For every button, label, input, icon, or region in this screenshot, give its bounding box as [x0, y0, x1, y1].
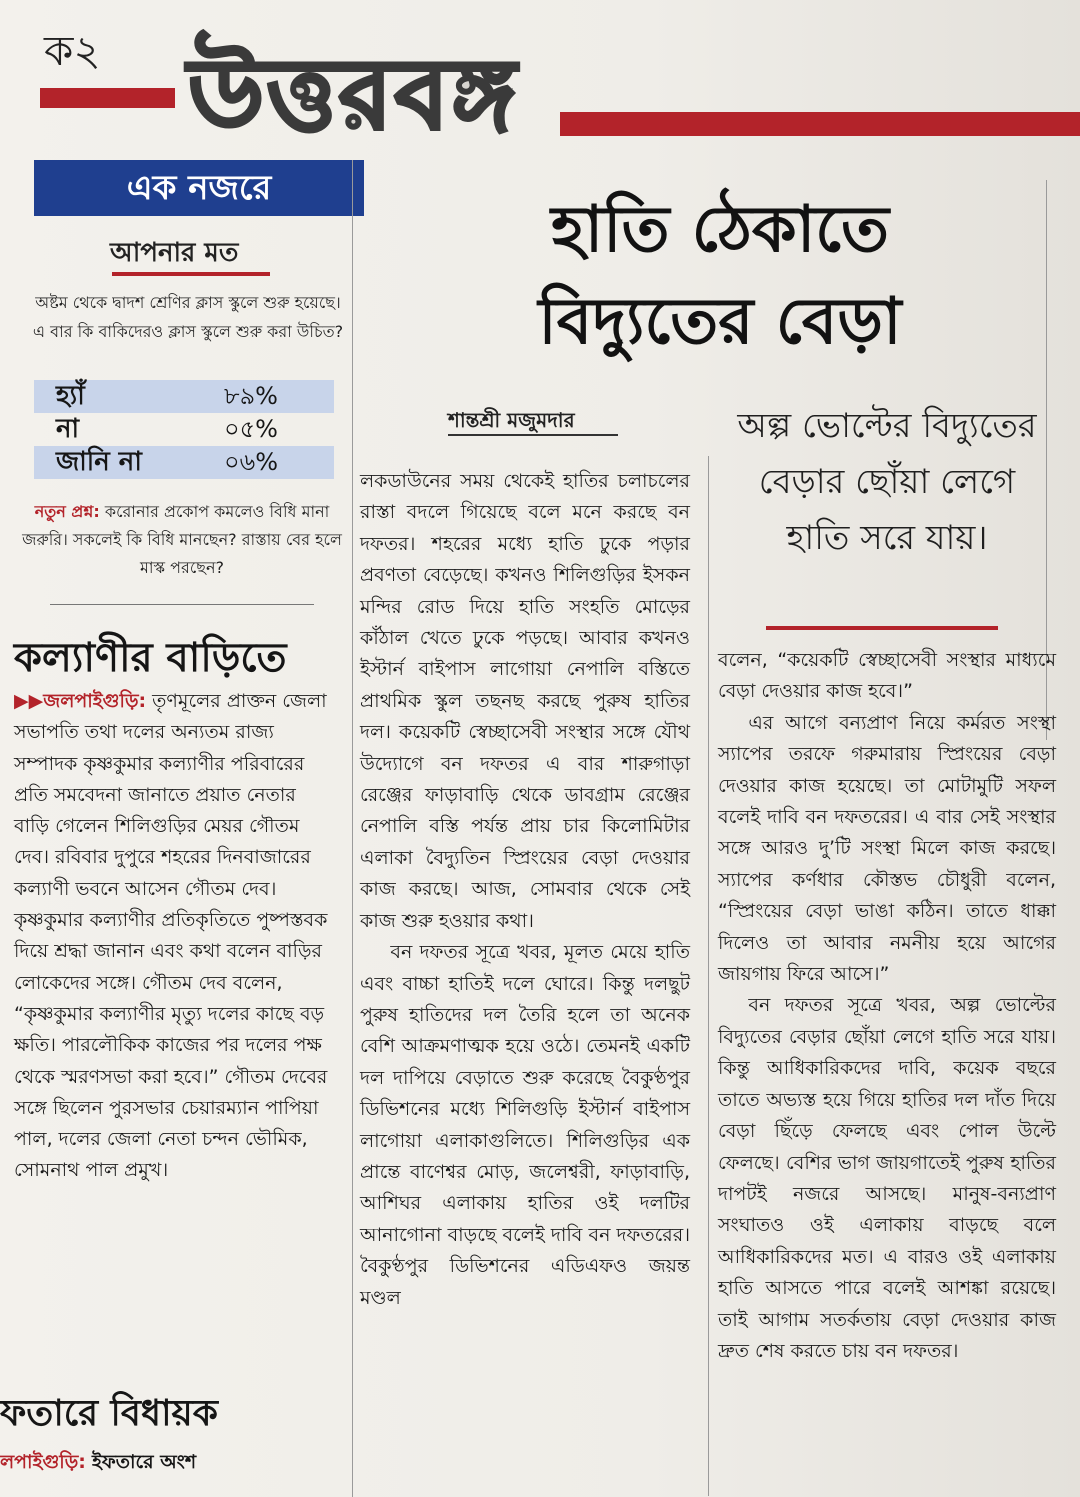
poll-value: ০৫% — [224, 415, 278, 443]
poll-results — [34, 380, 334, 479]
poll-row-yes — [34, 380, 334, 413]
dateline: ▶▶জলপাইগুড়ি: — [14, 690, 147, 712]
poll-value: ৮৯% — [224, 382, 278, 410]
poll-row-dont-know — [34, 446, 334, 479]
sidebar-column — [0, 158, 352, 1497]
at-a-glance-banner: এক নজরে — [34, 160, 364, 216]
poll-label: জানি না — [56, 447, 142, 477]
column-divider — [708, 456, 709, 1496]
poll-label: হ্যাঁ — [56, 381, 85, 411]
byline-underline — [448, 434, 618, 436]
next-story-snippet — [0, 1448, 196, 1480]
divider — [50, 604, 314, 605]
new-question-text: করোনার প্রকোপ কমলেও বিধি মানা জরুরি। সকলেই কি বিধি মানছেন? রাস্তায় বের হলে মাস্ক পরছেন? — [22, 502, 342, 577]
paragraph: বন দফতর সূত্রে খবর, অল্প ভোল্টের বিদ্যুতের বেড়ার ছোঁয়া লেগে হাতি সরে যায়। কিন্তু আধিকারিকদের দাবি, কয়েক বছরে তাতে অভ্যস্ত হয়ে গিয়ে হাতির দল দাঁত দিয়ে বেড়া ছিঁড়ে ফেলছে এবং পোল উল্টে ফেলছে। বেশির ভাগ জায়গাতেই পুরুষ হাতির দাপটই নজরে আসছে। মানুষ-বন্যপ্রাণ সংঘাতও ওই এলাকায় বাড়ছে বলে আধিকারিকদের মত। এ বারও ওই এলাকায় হাতি আসতে পারে বলেই আশঙ্কা রয়েছে। তাই আগাম সতর্কতায় বেড়া দেওয়ার কাজ দ্রুত শেষ করতে চায় বন দফতর। — [718, 994, 1056, 1362]
byline: শান্তশ্রী মজুমদার — [448, 408, 575, 432]
poll-question: অষ্টম থেকে দ্বাদশ শ্রেণির ক্লাস স্কুলে শুরু হয়েছে। এ বার কি বাকিদেরও ক্লাস স্কুলে শুরু করা উচিত? — [32, 293, 344, 341]
poll-title-underline — [112, 272, 270, 276]
snippet-text: ইফতারে অংশ — [91, 1451, 197, 1473]
sidebar-story-body — [14, 686, 336, 1187]
new-poll-question — [22, 498, 342, 582]
paragraph: বন দফতর সূত্রে খবর, মূলত মেয়ে হাতি এবং বাচ্চা হাতিই দলে ঘোরে। কিন্তু দলছুট পুরুষ হাতিদের দল তৈরি হলে তা অনেক বেশি আক্রমণাত্মক হয়ে ওঠে। তেমনই একটি দল দাপিয়ে বেড়াতে শুরু করেছে বৈকুণ্ঠপুর ডিভিশনের মধ্যে শিলিগুড়ি ইস্টার্ন বাইপাস লাগোয়া এলাকাগুলিতে। শিলিগুড়ির এক প্রান্তে বাণেশ্বর মোড়, জলেশ্বরী, ফাড়াবাড়ি, আশিঘর এলাকায় হাতির ওই দলটির আনাগোনা বাড়ছে বলেই দাবি বন দফতরের। বৈকুণ্ঠপুর ডিভিশনের এডিএফও জয়ন্ত মণ্ডল — [360, 941, 690, 1309]
story-text: তৃণমূলের প্রাক্তন জেলা সভাপতি তথা দলের অন্যতম রাজ্য সম্পাদক কৃষ্ণকুমার কল্যাণীর পরিবারের প্রতি সমবেদনা জানাতে প্রয়াত নেতার বাড়ি গেলেন শিলিগুড়ির মেয়র গৌতম দেব। রবিবার দুপুরে শহরের দিনবাজারের কল্যাণী ভবনে আসেন গৌতম দেব। কৃষ্ণকুমার কল্যাণীর প্রতিকৃতিতে পুষ্পস্তবক দিয়ে শ্রদ্ধা জানান এবং কথা বলেন বাড়ির লোকেদের সঙ্গে। গৌতম দেব বলেন, “কৃষ্ণকুমার কল্যাণীর মৃত্যু দলের কাছে বড় ক্ষতি। পারলৌকিক কাজের পর দলের পক্ষ থেকে স্মরণসভা করা হবে।” গৌতম দেবের সঙ্গে ছিলেন পুরসভার চেয়ারম্যান পাপিয়া পাল, দলের জেলা নেতা চন্দন ভৌমিক, সোমনাথ পাল প্রমুখ। — [14, 690, 328, 1182]
header-rule-right — [560, 112, 1080, 136]
next-story-headline: ফতারে বিধায়ক — [0, 1393, 218, 1434]
poll-label: না — [56, 414, 80, 444]
pull-quote: অল্প ভোল্টের বিদ্যুতের বেড়ার ছোঁয়া লেগে হাতি সরে যায়। — [737, 406, 1037, 558]
dateline: লপাইগুড়ি: — [0, 1451, 86, 1473]
new-question-label: নতুন প্রশ্ন: — [34, 502, 100, 521]
main-headline: হাতি ঠেকাতে বিদ্যুতের বেড়া — [538, 193, 902, 359]
article-column-2 — [718, 645, 1056, 1367]
paragraph: এর আগে বন্যপ্রাণ নিয়ে কর্মরত সংস্থা স্যাপের তরফে গরুমারায় স্প্রিংয়ের বেড়া দেওয়ার কাজ হয়েছে। তা মোটামুটি সফল বলেই দাবি বন দফতরের। এ বার সেই সংস্থার সঙ্গে আরও দু’টি সংস্থা মিলে কাজ করছে। স্যাপের কর্ণধার কৌস্তভ চৌধুরী বলেন, “স্প্রিংয়ের বেড়া ভাঙা কঠিন। তাতে ধাক্কা দিলেও তা আবার নমনীয় হয়ে আগের জায়গায় ফিরে আসে।” — [718, 711, 1056, 986]
section-title: উত্তরবঙ্গ — [188, 38, 518, 152]
sidebar-story-headline: কল্যাণীর বাড়িতে — [14, 635, 287, 681]
page-header — [0, 0, 1080, 160]
poll-title: আপনার মত — [110, 238, 239, 268]
column-divider — [352, 160, 353, 1497]
poll-row-no — [34, 413, 334, 446]
page-code: ক২ — [44, 26, 101, 75]
poll-value: ০৬% — [224, 448, 279, 476]
pull-quote-rule — [766, 626, 998, 630]
article-column-1 — [360, 466, 690, 1314]
header-rule-left — [40, 88, 175, 108]
paragraph: লকডাউনের সময় থেকেই হাতির চলাচলের রাস্তা বদলে গিয়েছে বলে মনে করছে বন দফতর। শহরের মধ্যে হাতি ঢুকে পড়ার প্রবণতা বেড়েছে। কখনও শিলিগুড়ির ইসকন মন্দির রোড দিয়ে হাতি সংহতি মোড়ের কাঁঠাল খেতে ঢুকে পড়ছে। আবার কখনও ইস্টার্ন বাইপাস লাগোয়া নেপালি বস্তিতে প্রাথমিক স্কুল তছনছ করছে পুরুষ হাতির দল। কয়েকটি স্বেচ্ছাসেবী সংস্থার সঙ্গে যৌথ উদ্যোগে বন দফতর এ বার শারুগাড়া রেঞ্জের ফাড়াবাড়ি থেকে ডাবগ্রাম রেঞ্জের নেপালি বস্তি পর্যন্ত প্রায় চার কিলোমিটার এলাকা বৈদ্যুতিন স্প্রিংয়ের বেড়া দেওয়ার কাজ করছে। আজ, সোমবার থেকে সেই কাজ শুরু হওয়ার কথা। — [360, 470, 690, 932]
paragraph: বলেন, “কয়েকটি স্বেচ্ছাসেবী সংস্থার মাধ্যমে বেড়া দেওয়ার কাজ হবে।” — [718, 649, 1056, 703]
